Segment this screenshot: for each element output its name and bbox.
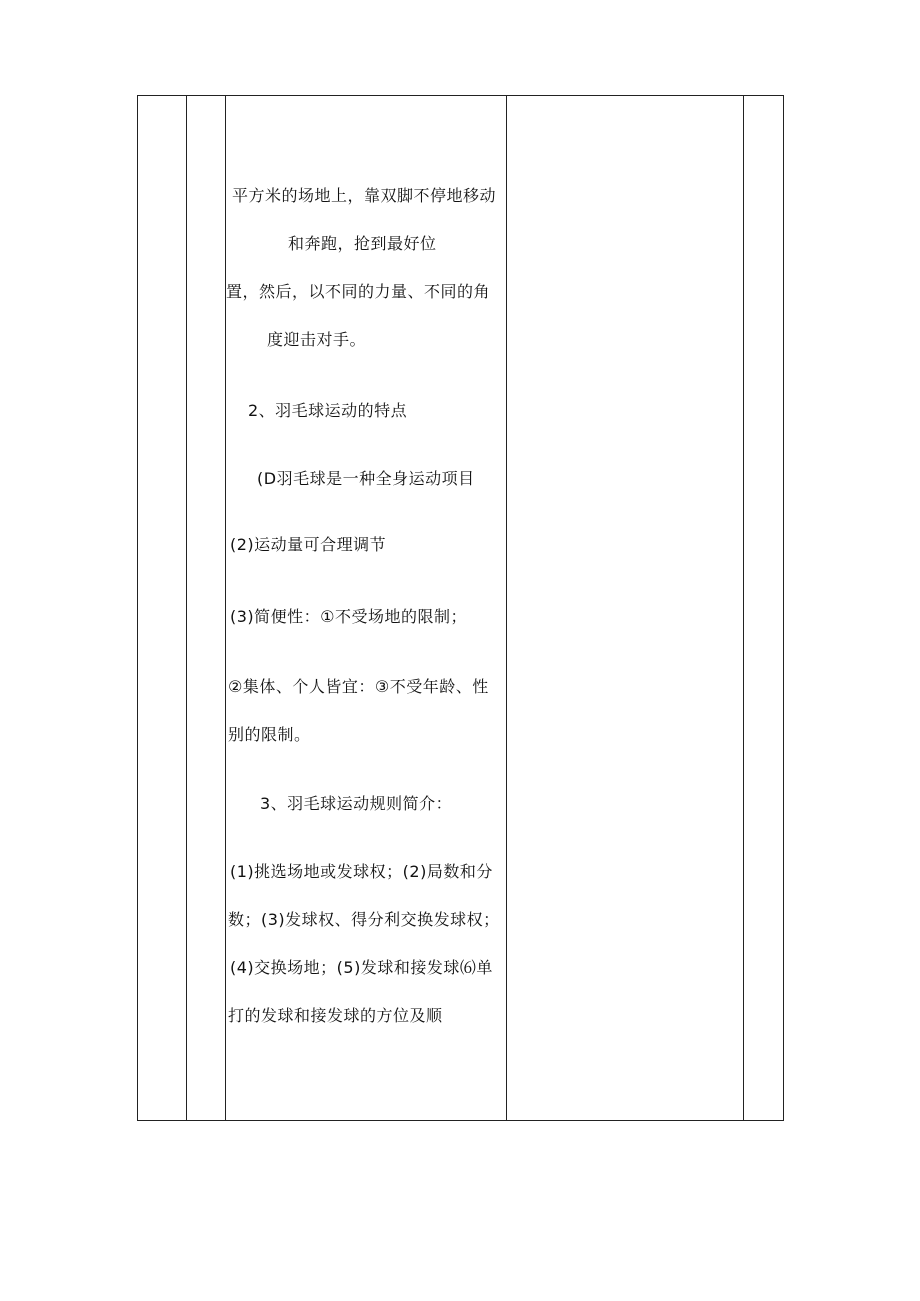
feature-item-1: (D羽毛球是一种全身运动项目 xyxy=(257,469,475,488)
rules-line-2: 数；(3)发球权、得分利交换发球权； xyxy=(228,910,500,929)
table-cell-content xyxy=(226,96,506,1120)
feature-item-3-line-1: (3)简便性：①不受场地的限制； xyxy=(230,607,468,626)
rules-line-4: 打的发球和接发球的方位及顺 xyxy=(228,1006,443,1025)
table-bottom-border xyxy=(137,1120,784,1121)
feature-item-3-line-3: 别的限制。 xyxy=(228,725,311,744)
feature-item-3-line-2: ②集体、个人皆宜：③不受年龄、性 xyxy=(228,677,489,696)
table-cell-col-1 xyxy=(138,96,186,1120)
table-cell-col-2 xyxy=(187,96,225,1120)
paragraph-1-line-4: 度迎击对手。 xyxy=(267,330,367,349)
feature-item-2: (2)运动量可合理调节 xyxy=(230,535,387,554)
section-3-heading: 3、羽毛球运动规则简介： xyxy=(260,794,453,813)
paragraph-1-line-3: 置，然后，以不同的力量、不同的角 xyxy=(226,282,491,301)
paragraph-1-line-1: 平方米的场地上，靠双脚不停地移动 xyxy=(232,186,497,205)
paragraph-1-line-2: 和奔跑，抢到最好位 xyxy=(288,234,437,253)
table-cell-col-5 xyxy=(744,96,783,1120)
rules-line-3: (4)交换场地；(5)发球和接发球⑹单 xyxy=(230,958,493,977)
rules-line-1: (1)挑选场地或发球权；(2)局数和分 xyxy=(230,862,493,881)
table-cell-col-4 xyxy=(507,96,743,1120)
table-right-border xyxy=(783,95,784,1121)
section-2-heading: 2、羽毛球运动的特点 xyxy=(248,401,408,420)
